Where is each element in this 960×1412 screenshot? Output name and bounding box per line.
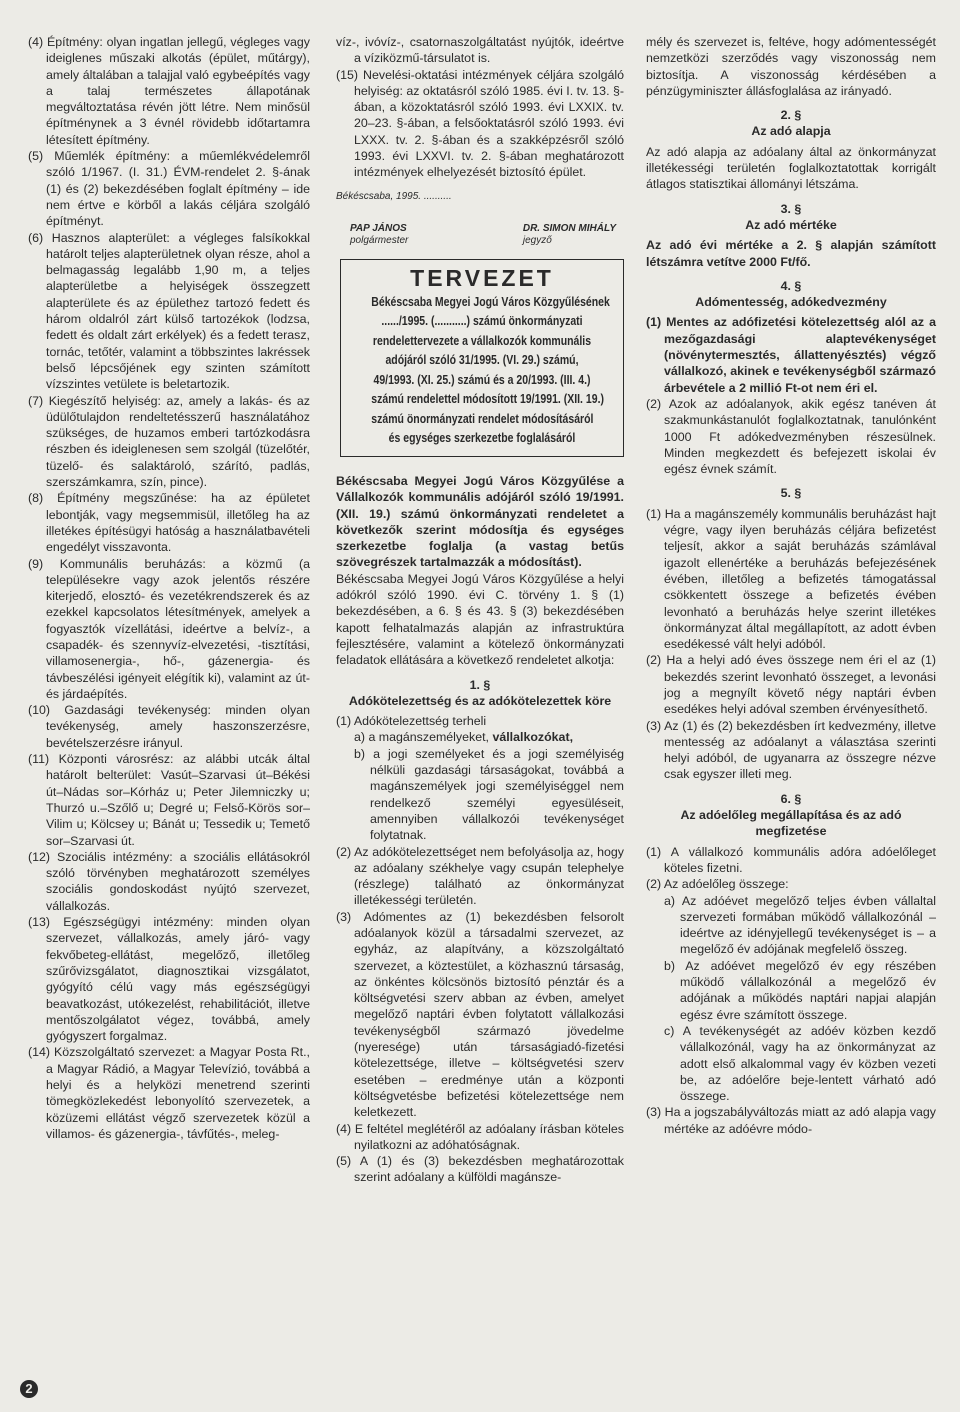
paragraph: (1) A vállalkozó kommunális adóra adóelőleget köteles fizetni. <box>646 844 936 875</box>
draft-line: 49/1993. (XI. 25.) számú és a 20/1993. (III. 4.) <box>373 371 591 387</box>
paragraph: (3) Adómentes az (1) bekezdésben felsorolt adóalanyok közül a társadalmi szervezet, az egyház, az alapítvány, a közszolgáltató szervezet, a köztestület, a közhasznú társaság, az önkéntes kölcsönös biztosító pénztár és a költségvetési szerv abban az évben, amelyet megelőző naptári évben folytatott vállalkozási tevékenységből származó jövedelme (nyeresége) után társaságiadó-fizetési kötelezettsége, illetve – költségvetési szerv esetében – eredménye után a központi költségvetésbe befizetési kötelezettsége nem keletkezett. <box>336 909 624 1120</box>
paragraph: c) A tevékenységét az adóév közben kezdő vállalkozónál, vagy ha az önkormányzat az adott első alkalommal vagy év közben vezeti be, az adóelőre beje-lentett várható adó összege. <box>664 1023 936 1104</box>
paragraph: (1) Mentes az adófizetési kötelezettség alól az a mezőgazdasági alaptevékenységet (növénytermesztés, állattenyésztés) végző vállalkozó, akinek e tevékenységből származó árbevétele a 2 millió Ft-ot nem éri el. <box>646 315 936 395</box>
paragraph: (3) Az (1) és (2) bekezdésben írt kedvezmény, illetve mentesség az adóalanyt a választása szerinti helyi adóból, de ugyanarra az összegre nézve csak egyszer illeti meg. <box>646 718 936 782</box>
section-title: Az adó mértéke <box>745 217 837 232</box>
draft-line: Békéscsaba Megyei Jogú Város Közgyűlésének <box>371 293 610 309</box>
draft-line: számú önormányzati rendelet módosításáról <box>371 410 594 426</box>
signer-name: DR. SIMON MIHÁLY <box>522 222 616 234</box>
signatures <box>350 223 616 247</box>
paragraph: (5) A (1) és (3) bekezdésben meghatározottak szerint adóalany a külföldi magánsze- <box>336 1154 624 1185</box>
paragraph: mély és szervezet is, feltéve, hogy adómentességét nemzetközi szerződés vagy viszonosság nem biztosítja. A viszonosság kérdésében a pénzügyminiszter állásfoglalása az irányadó. <box>646 35 936 98</box>
item-bold-text: vállalkozókat, <box>492 730 574 745</box>
page-number-badge: 2 <box>20 1380 38 1398</box>
draft-line: és egységes szerkezetbe foglalásáról <box>388 430 576 446</box>
paragraph: (1) Ha a magánszemély kommunális beruházást hajt végre, vagy ilyen beruházás céljára befizetést teljesít, akkor a saját beruházás számlával igazolt ellenértéke a beruházás befejezésének évében, illetőleg a befizetés támogatással csökkentett összege a befizetés évében levonható a beruházás helye szerint illetékes önkormányzat által megállapított, az adott évben esedékessé vált helyi adóból. <box>646 506 936 652</box>
section-heading <box>646 791 936 840</box>
section-number: 6. § <box>780 791 802 806</box>
signer-name: PAP JÁNOS <box>350 222 407 234</box>
draft-line: adójáról szóló 31/1995. (VI. 29.) számú, <box>385 352 579 368</box>
paragraph: (2) Ha a helyi adó éves összege nem éri el az (1) bekezdés szerint levonható összeget, a levonási jog a megnyílt követő négy naptári évben esedékes helyi adóval szemben érvényesíthető. <box>646 653 936 717</box>
section-heading <box>336 677 624 710</box>
paragraph <box>336 729 624 745</box>
paragraph: (14) Közszolgáltató szervezet: a Magyar Posta Rt., a Magyar Rádió, a Magyar Televízió, továbbá a helyi és a helyközi menetrend szerinti tömegközlekedést lebonyolító szervezetek, a közüzemi ellátást végző szervezetek közül a villamos- és gázenergia-, távfűtés-, meleg- <box>28 1045 310 1141</box>
section-heading <box>646 485 936 501</box>
paragraph: (5) Műemlék építmény: a műemlékvédelemről szóló 1/1967. (I. 31.) ÉVM-rendelet 2. §-ának (1) és (2) bekezdésében foglalt építmény – ide nem értve e körből a lakás céljára szolgáló építményt. <box>28 149 310 229</box>
column-3 <box>646 34 936 1137</box>
section-number: 3. § <box>780 201 802 216</box>
signer-mayor <box>350 223 408 247</box>
section-heading <box>646 201 936 234</box>
paragraph: a) Az adóévet megelőző teljes évben vállaltal szervezeti formában működő vállalkozónál – ideértve az idényjellegű tevékenységet is – a megelőző év adójának megfelelő összeg. <box>664 893 936 957</box>
paragraph: (2) Azok az adóalanyok, akik egész tanéven át szakmunkástanulót foglalkoztatnak, tanulónként 1000 Ft adókedvezményben részesülnek. Minden megkezdett és befejezett iskolai év egész évnek számít. <box>646 396 936 477</box>
column-1 <box>28 34 310 1142</box>
signer-notary <box>523 223 616 247</box>
paragraph: Az adó alapja az adóalany által az önkormányzat illetékességi területén foglalkoztatottak korrigált átlagos statisztikai állományi létszáma. <box>646 144 936 192</box>
draft-box <box>340 259 624 457</box>
paragraph: Békéscsaba Megyei Jogú Város Közgyűlése a helyi adókról szóló 1990. évi C. törvény 1. § (1) bekezdésében, a 6. § és 43. § (3) bekezdésében kapott felhatalmazás alapján az infrastruktúra fejlesztésére, valamint a kötelező önkormányzati feladatok ellátására a következő rendeletet alkotja: <box>336 571 624 668</box>
draft-line: ....../1995. (...........) számú önkormányzati <box>381 313 583 329</box>
paragraph: (2) Az adóelőleg összege: <box>646 877 789 892</box>
section-number: 2. § <box>780 108 802 123</box>
paragraph: (11) Központi városrész: az alábbi utcák által határolt belterület: Vasút–Szarvasi út–Békési út–Nádas sor–Kórház u; Peter Jilemniczky u; Thurzó u.–Szőlő u; Degré u; Felső-Körös sor–Vilim u; Kölcsey u; Bánát u; Tessedik u; Temető sor–Szarvasi út. <box>28 752 310 848</box>
paragraph: (13) Egészségügyi intézmény: minden olyan szervezet, vállalkozás, amely járó- vagy fekvőbeteg-ellátást, megelőző, illetőleg szűrővizsgálatot, diagnosztikai vizsgálatot, gyógyító célú vagy más egészségügyi beavatkozást, utókezelést, rehabilitációt, illetve mentőszolgálatot végez, továbbá, amely gyógyszert forgalmaz. <box>28 915 310 1044</box>
paragraph: (7) Kiegészítő helyiség: az, amely a lakás- és az üdülőtulajdon rendeltetésszerű használatához szükséges, de huzamos emberi tartózkodásra részben és ideiglenesen sem szolgál (tüzelőtér, tüzelő- és salaktároló, szárító, padlás, szerszámkamra, szín, pince). <box>28 393 310 490</box>
section-number: 4. § <box>780 278 802 293</box>
paragraph: (4) E feltétel meglétéről az adóalany írásban köteles nyilatkozni az adóhatóságnak. <box>336 1121 624 1152</box>
signer-role: jegyző <box>522 234 552 246</box>
paragraph: Az adó évi mértéke a 2. § alapján számított létszámra vetítve 2000 Ft/fő. <box>646 238 936 269</box>
paragraph: víz-, ivóvíz-, csatornaszolgáltatást nyújtók, ideértve a víziközmű-társulatot is. <box>336 35 624 66</box>
section-title: Adókötelezettség és az adókötelezettek köre <box>348 693 612 708</box>
section-title: Az adó alapja <box>751 124 831 139</box>
paragraph: (1) Adókötelezettség terheli <box>336 714 487 729</box>
paragraph: (6) Hasznos alapterület: a végleges falsíkokkal határolt teljes alapterületnek olyan része, ahol a belmagasság legalább 1,90 m, a teljes alapterületbe a helyiségek összegzett alapterülete és az épülethez tartozó fedett és három oldalról zárt külső tartozékok (lodzsa, fedett és oldalt zárt erkélyek) és a fedett terasz, tornác, tetőtér, valamint a többszintes lakréssek belső lépcsőjének egy szinten számított vízszintes vetülete is beletartozik. <box>28 230 310 392</box>
paragraph: (10) Gazdasági tevékenység: minden olyan tevékenység, amely haszonszerzésre, bevételszerzésre irányul. <box>28 703 310 750</box>
section-title: Adómentesség, adókedvezmény <box>695 295 887 310</box>
paragraph: b) a jogi személyeket és a jogi személyiség nélküli gazdasági társaságokat, továbbá a magánszemélyek jogi személyiséggel nem rendelkező személyi egyesüléseit, amennyiben vállalkozói tevékenységet folytatnak. <box>354 746 624 843</box>
paragraph: (4) Építmény: olyan ingatlan jellegű, végleges vagy ideiglenes műszaki alkotás (épület, műtárgy), amely általában a talajjal való egybeépítés vagy a talaj természetes állapotának megváltoztatása révén jött létre. Nem minősül építménynek a 3 évnél rövidebb időtartamra létesített építmény. <box>28 35 310 147</box>
section-heading <box>646 278 936 311</box>
item-text: a) a magánszemélyeket, <box>354 730 493 745</box>
paragraph: (12) Szociális intézmény: a szociális ellátásokról szóló törvényben meghatározott személyes szociális gondoskodást nyújtó szervezet, vállalkozás. <box>28 849 310 913</box>
draft-line: számú rendelettel módosított 19/1991. (XII. 19.) <box>371 391 604 407</box>
column-2 <box>336 34 624 1186</box>
paragraph: (8) Építmény megszűnése: ha az épületet lebontják, vagy megsemmisül, illetőleg ha az illetékes építésügyi hatóság a használatbavételi engedélyt visszavonta. <box>28 491 310 555</box>
paragraph: (3) Ha a jogszabályváltozás miatt az adó alapja vagy mértéke az adóévre módo- <box>646 1105 936 1136</box>
lead-paragraph: Békéscsaba Megyei Jogú Város Közgyűlése a Vállalkozók kommunális adójáról szóló 19/1991. (XII. 19.) számú önkormányzati rendeletet a következők szerint módosítja és egységes szerkezetbe foglalja (a vastag betűs szövegrészek tartalmazzák a módosítást). <box>336 473 624 570</box>
draft-line: rendelettervezete a vállalkozók kommunális <box>372 332 592 348</box>
section-title: Az adóelőleg megállapítása és az adó megfizetése <box>680 808 902 839</box>
paragraph: (2) Az adókötelezettséget nem befolyásolja az, hogy az adóalany székhelye vagy csupán telephelye (részlege) található az önkormányzat illetékességi területén. <box>336 844 624 908</box>
place-date: Békéscsaba, 1995. .......... <box>336 190 452 202</box>
paragraph: (9) Kommunális beruházás: a közmű (a településekre vagy azok jelentős részére kiterjedő, elosztó- és vezetékrendszerek és az ezekkel kapcsolatos létesítmények, amelyek a fogyasztók vízellátási, ideértve a belvíz-, a csapadék- és szennyvíz-elvezetési, -tisztítási, villamosenergia-, hő-, gázenergia- és távbeszélési igényeit elégítik ki), valamint az út- és járdaépítés. <box>28 556 310 701</box>
section-number: 5. § <box>780 486 802 501</box>
draft-title: TERVEZET <box>410 264 554 291</box>
paragraph: (15) Nevelési-oktatási intézmények céljára szolgáló helyiség: az oktatásról szóló 1985. évi I. tv. 13. §-ában, a közoktatásról szóló 1993. évi LXXIX. tv. 20–23. §-ában, a felsőoktatásról szóló 1993. évi LXXX. tv. 2. §-ában és a szakképzésről szóló 1993. évi LXXVI. tv. 2. §-ában meghatározott intézmények elhelyezését biztosító épület. <box>336 67 624 180</box>
section-heading <box>646 107 936 140</box>
signer-role: polgármester <box>350 234 409 246</box>
paragraph: b) Az adóévet megelőző év egy részében működő vállalkozónál a megelőző év adójának a működés naptári napjai alapján egész évre számított összege. <box>664 958 936 1022</box>
section-number: 1. § <box>469 677 491 692</box>
